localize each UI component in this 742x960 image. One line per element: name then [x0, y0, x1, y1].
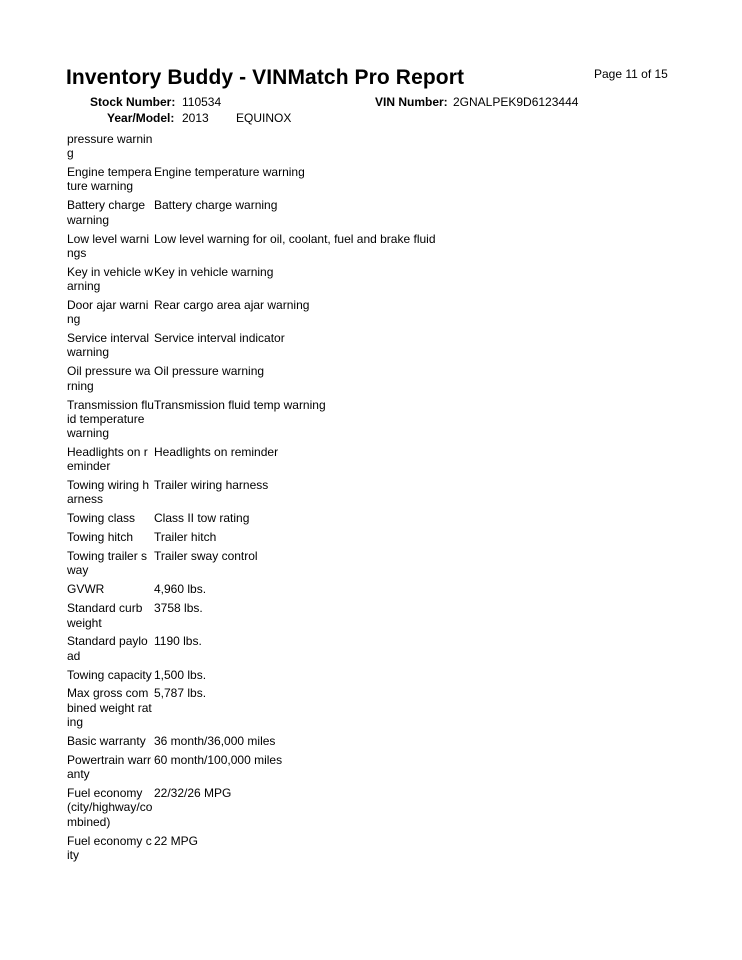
spec-row — [67, 582, 687, 596]
stock-number-value: 110534 — [182, 95, 222, 109]
spec-value: Transmission fluid temp warning — [154, 397, 326, 412]
spec-row — [67, 398, 687, 441]
spec-value: 22 MPG — [154, 833, 199, 848]
spec-value: 1,500 lbs. — [154, 667, 207, 682]
stock-number-label: Stock Number: — [90, 95, 176, 109]
vin-number-value: 2GNALPEK9D6123444 — [453, 95, 579, 109]
spec-value: 36 month/36,000 miles — [154, 733, 276, 748]
spec-name: Oil pressure warning — [67, 364, 151, 393]
spec-value: Key in vehicle warning — [154, 264, 274, 279]
spec-row — [67, 364, 687, 393]
year-value: 2013 — [182, 111, 209, 125]
spec-name: Basic warranty — [67, 733, 146, 748]
spec-row — [67, 331, 687, 360]
year-model-label: Year/Model: — [107, 111, 175, 125]
vin-number-label: VIN Number: — [375, 95, 448, 109]
spec-value: Trailer hitch — [154, 530, 217, 545]
model-value: EQUINOX — [236, 111, 292, 125]
page-indicator: Page 11 of 15 — [594, 67, 668, 81]
spec-row — [67, 298, 687, 327]
spec-name: pressure warning — [67, 132, 153, 161]
spec-value — [154, 132, 687, 161]
spec-value: Trailer sway control — [154, 549, 258, 564]
spec-row — [67, 686, 687, 729]
spec-row — [67, 668, 687, 682]
spec-name: Max gross combined weight rating — [67, 686, 152, 730]
spec-name: Towing trailer sway — [67, 549, 148, 578]
spec-name: Key in vehicle warning — [67, 264, 154, 294]
spec-value: Battery charge warning — [154, 198, 278, 213]
spec-value: Class II tow rating — [154, 511, 250, 526]
spec-row — [67, 601, 687, 630]
spec-value: Headlights on reminder — [154, 444, 279, 459]
spec-row — [67, 530, 687, 544]
spec-list — [67, 132, 687, 867]
spec-row — [67, 232, 687, 261]
spec-value: Rear cargo area ajar warning — [154, 297, 310, 312]
spec-name: Towing capacity — [67, 667, 152, 682]
spec-name: Towing hitch — [67, 530, 134, 545]
spec-name: GVWR — [67, 582, 105, 597]
spec-name: Transmission fluid temperature warning — [67, 397, 154, 441]
report-title: Inventory Buddy - VINMatch Pro Report — [66, 66, 465, 89]
spec-name: Powertrain warranty — [67, 752, 152, 782]
spec-row — [67, 834, 687, 863]
spec-name: Standard curb weight — [67, 601, 143, 630]
spec-row — [67, 165, 687, 194]
spec-name: Standard payload — [67, 634, 148, 663]
spec-row — [67, 478, 687, 507]
spec-value: 3758 lbs. — [154, 601, 203, 616]
spec-value: Trailer wiring harness — [154, 478, 269, 493]
spec-row — [67, 753, 687, 782]
spec-value: 60 month/100,000 miles — [154, 752, 283, 767]
spec-name: Towing wiring harness — [67, 478, 150, 507]
spec-row — [67, 734, 687, 748]
spec-value: 4,960 lbs. — [154, 582, 207, 597]
spec-value: Service interval indicator — [154, 331, 285, 346]
spec-row — [67, 549, 687, 578]
spec-name: Headlights on reminder — [67, 444, 148, 474]
spec-name: Low level warnings — [67, 231, 150, 260]
spec-value: 22/32/26 MPG — [154, 786, 232, 801]
spec-row — [67, 511, 687, 525]
spec-name: Engine temperature warning — [67, 165, 152, 194]
spec-value: 5,787 lbs. — [154, 686, 207, 701]
spec-row — [67, 198, 687, 227]
spec-name: Fuel economy (city/highway/combined) — [67, 786, 153, 829]
spec-name: Fuel economy city — [67, 833, 152, 862]
spec-value: 1190 lbs. — [154, 634, 202, 649]
spec-name: Service interval warning — [67, 331, 150, 360]
spec-value: Low level warning for oil, coolant, fuel and brake fluid — [154, 231, 436, 246]
spec-row — [67, 786, 687, 829]
spec-row — [67, 634, 687, 663]
spec-name: Door ajar warning — [67, 297, 149, 327]
spec-name: Towing class — [67, 511, 136, 526]
spec-value: Oil pressure warning — [154, 364, 265, 379]
spec-name: Battery charge warning — [67, 198, 146, 227]
spec-row — [67, 445, 687, 474]
spec-row — [67, 265, 687, 294]
spec-value: Engine temperature warning — [154, 165, 305, 180]
spec-row — [67, 132, 687, 161]
